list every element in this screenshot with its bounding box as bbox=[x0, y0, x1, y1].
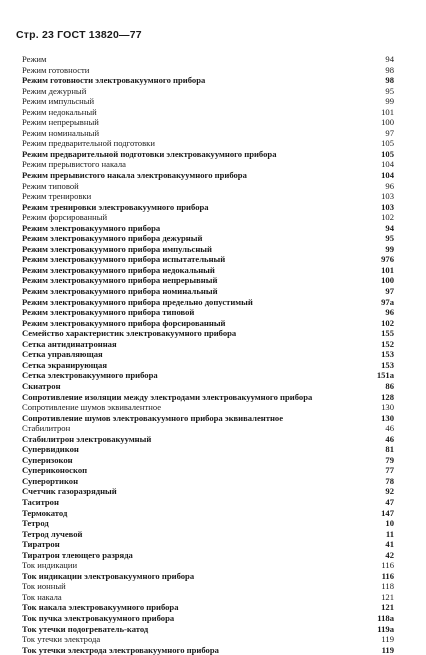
index-entry bbox=[22, 465, 394, 476]
index-term: Супериконоскоп bbox=[22, 465, 88, 476]
index-entry bbox=[22, 275, 394, 286]
index-page-number: 101 bbox=[381, 264, 394, 275]
index-page-number: 46 bbox=[385, 423, 394, 434]
index-term: Тетрод лучевой bbox=[22, 528, 83, 539]
index-entry bbox=[22, 486, 394, 497]
index-page-number: 99 bbox=[385, 243, 394, 254]
index-entry bbox=[22, 592, 394, 603]
index-page-number: 118 bbox=[381, 581, 394, 592]
index-page-number: 95 bbox=[385, 233, 394, 244]
index-term: Режим bbox=[22, 54, 47, 64]
index-page-number: 47 bbox=[385, 496, 394, 507]
index-page-number: 152 bbox=[381, 338, 394, 349]
index-entry bbox=[22, 233, 394, 244]
index-page-number: 153 bbox=[381, 349, 394, 360]
index-page-number: 105 bbox=[381, 148, 394, 159]
index-page-number: 42 bbox=[385, 549, 394, 560]
index-entry bbox=[22, 170, 394, 181]
index-term: Режим импульсный bbox=[22, 96, 95, 107]
index-page-number: 96 bbox=[385, 307, 394, 318]
index-entry bbox=[22, 159, 394, 170]
index-entry bbox=[22, 54, 394, 65]
index-entry bbox=[22, 370, 394, 381]
index-term: Режим предварительной подготовки электровакуумного прибора bbox=[22, 148, 277, 159]
index-entry bbox=[22, 624, 394, 635]
index-term: Режим типовой bbox=[22, 180, 79, 191]
index-page-number: 121 bbox=[381, 591, 394, 602]
index-entry bbox=[22, 202, 394, 213]
index-term: Режим тренировки электровакуумного прибора bbox=[22, 201, 209, 212]
index-entry bbox=[22, 265, 394, 276]
index-page-number: 130 bbox=[381, 412, 394, 423]
index-term: Ток ионный bbox=[22, 581, 66, 592]
index-entry bbox=[22, 107, 394, 118]
index-term: Режим электровакуумного прибора непрерывный bbox=[22, 275, 218, 286]
index-entry bbox=[22, 223, 394, 234]
index-entry bbox=[22, 634, 394, 645]
index-entry bbox=[22, 392, 394, 403]
index-page-number: 79 bbox=[385, 454, 394, 465]
index-page-number: 119 bbox=[381, 644, 394, 655]
index-page-number: 92 bbox=[385, 486, 394, 497]
index-entry bbox=[22, 539, 394, 550]
index-entry bbox=[22, 212, 394, 223]
index-page-number: 147 bbox=[381, 507, 394, 518]
index-term: Режим недокальный bbox=[22, 106, 97, 117]
index-entry bbox=[22, 645, 394, 655]
index-entry bbox=[22, 86, 394, 97]
index-term: Режим электровакуумного прибора bbox=[22, 222, 161, 233]
index-entry bbox=[22, 149, 394, 160]
index-term: Суперортикон bbox=[22, 475, 79, 486]
index-page-number: 81 bbox=[385, 444, 394, 455]
index-page-number: 104 bbox=[381, 170, 394, 181]
index-term: Счетчик газоразрядный bbox=[22, 486, 117, 497]
index-entry bbox=[22, 360, 394, 371]
index-entry bbox=[22, 476, 394, 487]
index-term: Ток индикации bbox=[22, 560, 78, 571]
index-term: Сопротивление шумов эквивалентное bbox=[22, 402, 162, 413]
index-entry bbox=[22, 96, 394, 107]
index-page-number: 116 bbox=[381, 570, 394, 581]
index-entry bbox=[22, 328, 394, 339]
index-entry bbox=[22, 402, 394, 413]
index-term: Режим номинальный bbox=[22, 127, 100, 138]
index-entry bbox=[22, 413, 394, 424]
index-term: Термокатод bbox=[22, 507, 68, 518]
index-term: Скиатрон bbox=[22, 380, 61, 391]
index-page-number: 155 bbox=[381, 328, 394, 339]
index-entry bbox=[22, 286, 394, 297]
index-page-number: 105 bbox=[381, 138, 394, 149]
index-entry bbox=[22, 339, 394, 350]
index-entry bbox=[22, 508, 394, 519]
index-entry bbox=[22, 138, 394, 149]
index-page-number: 101 bbox=[381, 106, 394, 117]
index-term: Ток накала электровакуумного прибора bbox=[22, 602, 179, 613]
index-term: Сетка экранирующая bbox=[22, 359, 107, 370]
index-entry bbox=[22, 550, 394, 561]
index-page-number: 97а bbox=[381, 296, 394, 307]
index-term: Ток утечки подогреватель-катод bbox=[22, 623, 149, 634]
index-term: Тетрод bbox=[22, 518, 49, 529]
index-page-number: 130 bbox=[381, 402, 394, 413]
index-entry bbox=[22, 181, 394, 192]
index-page-number: 46 bbox=[385, 433, 394, 444]
index-entry bbox=[22, 613, 394, 624]
index-page-number: 121 bbox=[381, 602, 394, 613]
index-page-number: 119а bbox=[377, 623, 394, 634]
index-term: Супервидикон bbox=[22, 444, 79, 455]
index-page-number: 103 bbox=[381, 191, 394, 202]
index-entry bbox=[22, 75, 394, 86]
index-entry bbox=[22, 128, 394, 139]
index-entry bbox=[22, 307, 394, 318]
index-page-number: 102 bbox=[381, 212, 394, 223]
index-term: Режим электровакуумного прибора дежурный bbox=[22, 233, 203, 244]
index-term: Ток пучка электровакуумного прибора bbox=[22, 612, 175, 623]
index-entry bbox=[22, 455, 394, 466]
index-term: Режим форсированный bbox=[22, 212, 108, 223]
index-entry bbox=[22, 497, 394, 508]
index-page-number: 97 bbox=[385, 286, 394, 297]
index-term: Режим электровакуумного прибора недокальный bbox=[22, 264, 215, 275]
index-term: Тиратрон bbox=[22, 539, 60, 550]
index-entry bbox=[22, 318, 394, 329]
index-page-number: 86 bbox=[385, 380, 394, 391]
index-page-number: 98 bbox=[385, 75, 394, 86]
index-entry bbox=[22, 254, 394, 265]
index-term: Ток индикации электровакуумного прибора bbox=[22, 570, 195, 581]
index-page-number: 77 bbox=[385, 465, 394, 476]
index-term: Ток накала bbox=[22, 591, 62, 602]
index-entry bbox=[22, 444, 394, 455]
index-entry bbox=[22, 529, 394, 540]
index-page-number: 104 bbox=[381, 159, 394, 170]
index-term: Режим готовности электровакуумного прибора bbox=[22, 75, 206, 86]
index-term: Таситрон bbox=[22, 496, 59, 507]
index-page-number: 151а bbox=[376, 370, 394, 381]
index-page-number: 976 bbox=[381, 254, 394, 265]
index-term: Суперизокон bbox=[22, 454, 73, 465]
index-term: Ток утечки электрода электровакуумного прибора bbox=[22, 644, 219, 655]
index-page-number: 98 bbox=[385, 64, 394, 75]
index-entry bbox=[22, 560, 394, 571]
index-entry bbox=[22, 297, 394, 308]
index-term: Сопротивление шумов электровакуумного прибора эквивалентное bbox=[22, 412, 284, 423]
index-entry bbox=[22, 244, 394, 255]
index-page-number: 94 bbox=[385, 54, 394, 64]
index-page-number: 102 bbox=[381, 317, 394, 328]
index-page-number: 103 bbox=[381, 201, 394, 212]
index-term: Сетка антидинатронная bbox=[22, 338, 117, 349]
index-term: Ток утечки электрода bbox=[22, 634, 101, 645]
term-index bbox=[22, 54, 394, 655]
index-entry bbox=[22, 518, 394, 529]
index-entry bbox=[22, 381, 394, 392]
index-term: Сетка управляющая bbox=[22, 349, 103, 360]
index-term: Стабилитрон электровакуумный bbox=[22, 433, 152, 444]
index-term: Семейство характеристик электровакуумного прибора bbox=[22, 328, 237, 339]
index-page-number: 10 bbox=[385, 518, 394, 529]
index-term: Режим электровакуумного прибора предельно допустимый bbox=[22, 296, 253, 307]
index-entry bbox=[22, 581, 394, 592]
index-page-number: 11 bbox=[385, 528, 394, 539]
index-page-number: 153 bbox=[381, 359, 394, 370]
index-page-number: 116 bbox=[381, 560, 394, 571]
page-header: Стр. 23 ГОСТ 13820—77 bbox=[16, 29, 142, 41]
index-term: Режим электровакуумного прибора номинальный bbox=[22, 286, 218, 297]
index-page-number: 119 bbox=[381, 634, 394, 645]
index-term: Режим готовности bbox=[22, 64, 90, 75]
index-page-number: 118а bbox=[377, 612, 394, 623]
index-term: Тиратрон тлеющего разряда bbox=[22, 549, 133, 560]
index-entry bbox=[22, 117, 394, 128]
index-term: Режим непрерывный bbox=[22, 117, 99, 128]
index-page-number: 41 bbox=[385, 539, 394, 550]
index-entry bbox=[22, 571, 394, 582]
index-entry bbox=[22, 434, 394, 445]
index-page-number: 96 bbox=[385, 180, 394, 191]
index-term: Режим электровакуумного прибора форсированный bbox=[22, 317, 226, 328]
index-term: Режим тренировки bbox=[22, 191, 92, 202]
index-term: Режим прерывистого накала bbox=[22, 159, 127, 170]
index-term: Режим дежурный bbox=[22, 85, 87, 96]
index-page-number: 95 bbox=[385, 85, 394, 96]
index-term: Режим электровакуумного прибора испытательный bbox=[22, 254, 226, 265]
index-term: Режим электровакуумного прибора типовой bbox=[22, 307, 195, 318]
index-term: Сопротивление изоляции между электродами электровакуумного прибора bbox=[22, 391, 313, 402]
index-entry bbox=[22, 349, 394, 360]
index-term: Сетка электровакуумного прибора bbox=[22, 370, 158, 381]
index-entry bbox=[22, 65, 394, 76]
index-page-number: 97 bbox=[385, 127, 394, 138]
index-entry bbox=[22, 602, 394, 613]
index-term: Режим прерывистого накала электровакуумного прибора bbox=[22, 170, 247, 181]
index-entry bbox=[22, 423, 394, 434]
index-page-number: 99 bbox=[385, 96, 394, 107]
index-entry bbox=[22, 191, 394, 202]
index-page-number: 78 bbox=[385, 475, 394, 486]
index-page-number: 128 bbox=[381, 391, 394, 402]
index-term: Режим электровакуумного прибора импульсный bbox=[22, 243, 212, 254]
index-term: Режим предварительной подготовки bbox=[22, 138, 155, 149]
index-term: Стабилитрон bbox=[22, 423, 71, 434]
index-page-number: 100 bbox=[381, 117, 394, 128]
index-page-number: 100 bbox=[381, 275, 394, 286]
index-page-number: 94 bbox=[385, 222, 394, 233]
